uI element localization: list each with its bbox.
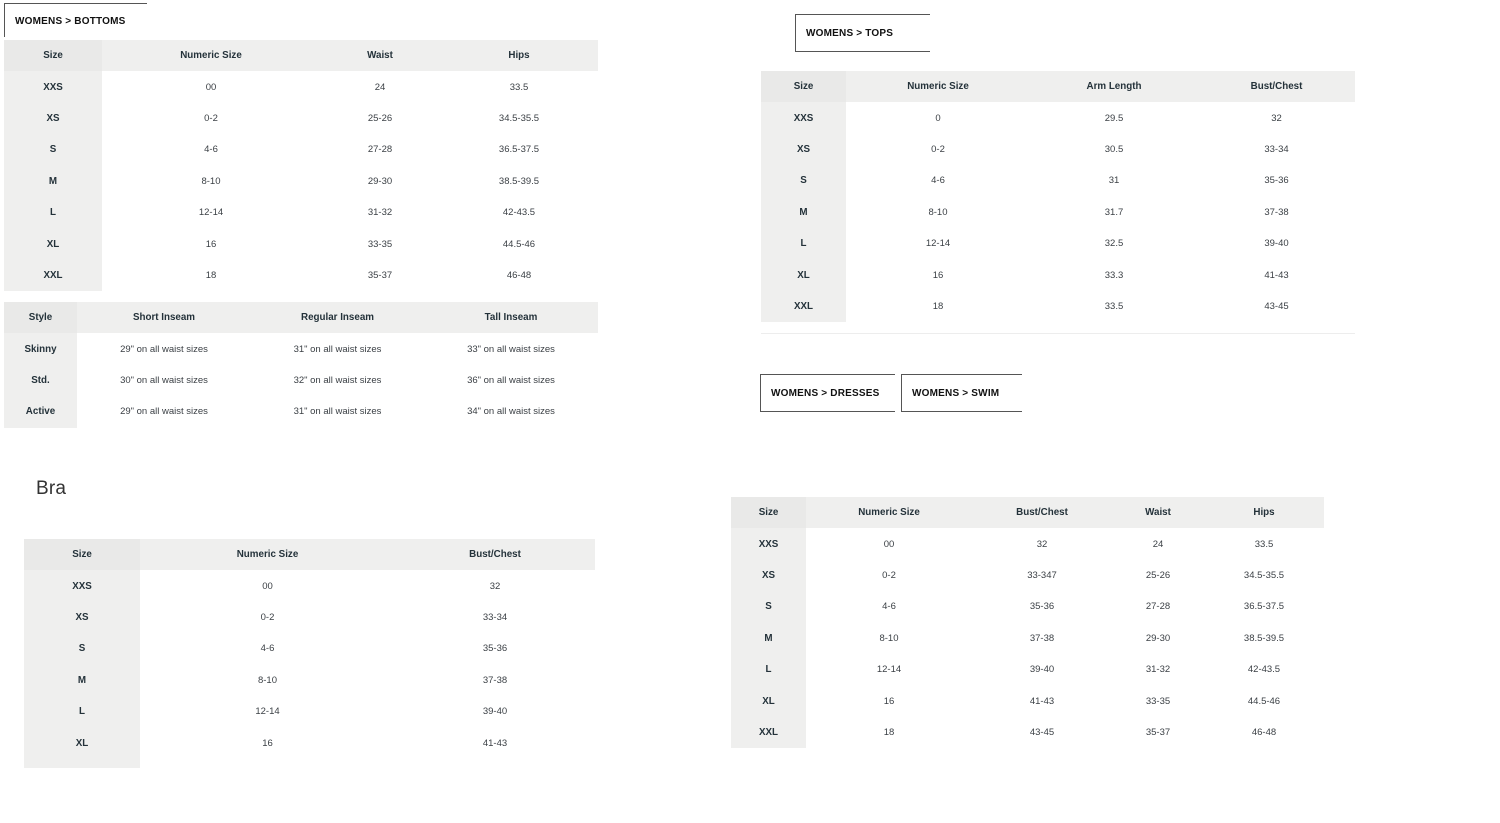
- table-row: [4, 166, 598, 197]
- table-cell: 12-14: [140, 696, 395, 727]
- row-label-cell: XS: [24, 602, 140, 633]
- column-header: Style: [4, 302, 77, 333]
- table-cell: 36.5-37.5: [440, 134, 598, 165]
- row-label-cell: L: [731, 654, 806, 685]
- table-row: [761, 165, 1355, 196]
- tab-womens-tops[interactable]: WOMENS > TOPS: [795, 14, 930, 52]
- table-cell: 12-14: [806, 654, 972, 685]
- table-cell: 0-2: [102, 103, 320, 134]
- table-cell: 0-2: [846, 134, 1030, 165]
- table-cell: 39-40: [1198, 228, 1355, 259]
- table-cell: 33" on all waist sizes: [424, 333, 598, 364]
- table-cell: 33.5: [1030, 291, 1198, 322]
- table-cell: 31-32: [1112, 654, 1204, 685]
- table-row: [731, 560, 1324, 591]
- column-header: Arm Length: [1030, 71, 1198, 102]
- table-cell: 00: [102, 71, 320, 102]
- column-header: Size: [761, 71, 846, 102]
- table-row: [4, 197, 598, 228]
- table-cell: 30.5: [1030, 134, 1198, 165]
- table-cell: 4-6: [140, 633, 395, 664]
- table-header-row: [731, 497, 1324, 528]
- bra-size-table: [24, 539, 595, 759]
- row-label-cell: S: [4, 134, 102, 165]
- table-cell: 32: [395, 570, 595, 601]
- table-cell: 25-26: [320, 103, 440, 134]
- table-row: [24, 602, 595, 633]
- row-label-cell: XL: [24, 727, 140, 758]
- table-cell: 8-10: [102, 166, 320, 197]
- row-label-cell: XS: [731, 560, 806, 591]
- table-row: [731, 623, 1324, 654]
- table-cell: 41-43: [1198, 259, 1355, 290]
- row-label-cell: XL: [4, 228, 102, 259]
- row-label-cell: XXL: [761, 291, 846, 322]
- table-row: [4, 260, 598, 291]
- table-cell: 32.5: [1030, 228, 1198, 259]
- table-cell: 36" on all waist sizes: [424, 365, 598, 396]
- table-cell: 32" on all waist sizes: [251, 365, 424, 396]
- column-header: Bust/Chest: [395, 539, 595, 570]
- column-header: Numeric Size: [806, 497, 972, 528]
- column-header: Hips: [1204, 497, 1324, 528]
- row-label-cell: L: [761, 228, 846, 259]
- table-cell: 29.5: [1030, 102, 1198, 133]
- table-cell: 38.5-39.5: [1204, 623, 1324, 654]
- table-cell: 24: [320, 71, 440, 102]
- table-cell: 29" on all waist sizes: [77, 333, 251, 364]
- table-cell: 41-43: [972, 685, 1112, 716]
- table-cell: 46-48: [440, 260, 598, 291]
- dresses-size-table: [731, 497, 1324, 748]
- table-cell: 24: [1112, 528, 1204, 559]
- bottoms-size-table: [4, 40, 598, 291]
- tab-womens-dresses[interactable]: WOMENS > DRESSES: [760, 374, 895, 412]
- table-cell: 46-48: [1204, 717, 1324, 748]
- table-cell: 31" on all waist sizes: [251, 333, 424, 364]
- table-cell: 33.5: [1204, 528, 1324, 559]
- row-label-cell: M: [24, 665, 140, 696]
- row-label-cell: M: [761, 197, 846, 228]
- column-header: Waist: [320, 40, 440, 71]
- table-row: [731, 685, 1324, 716]
- table-cell: 18: [102, 260, 320, 291]
- table-row: [24, 665, 595, 696]
- row-label-cell: S: [731, 591, 806, 622]
- row-label-cell: XXS: [24, 570, 140, 601]
- column-header: Regular Inseam: [251, 302, 424, 333]
- table-cell: 18: [806, 717, 972, 748]
- table-cell: 32: [1198, 102, 1355, 133]
- table-row: [761, 102, 1355, 133]
- table-cell: 8-10: [846, 197, 1030, 228]
- table-cell: 33-35: [320, 228, 440, 259]
- table-header-row: [4, 302, 598, 333]
- row-label-cell: XS: [4, 103, 102, 134]
- table-cell: 12-14: [846, 228, 1030, 259]
- table-row: [761, 197, 1355, 228]
- table-cell: 35-36: [972, 591, 1112, 622]
- table-cell: 33.3: [1030, 259, 1198, 290]
- table-cell: 4-6: [806, 591, 972, 622]
- column-header: Size: [731, 497, 806, 528]
- table-row: [24, 633, 595, 664]
- table-cell: 0-2: [140, 602, 395, 633]
- column-header: Bust/Chest: [972, 497, 1112, 528]
- row-label-cell: Active: [4, 396, 77, 427]
- bra-section-title: Bra: [36, 478, 67, 499]
- table-cell: 31: [1030, 165, 1198, 196]
- column-header: Short Inseam: [77, 302, 251, 333]
- table-cell: 33-35: [1112, 685, 1204, 716]
- table-cell: 29-30: [1112, 623, 1204, 654]
- column-header: Size: [24, 539, 140, 570]
- column-header: Bust/Chest: [1198, 71, 1355, 102]
- column-header: Hips: [440, 40, 598, 71]
- table-row: [761, 291, 1355, 322]
- table-cell: 27-28: [1112, 591, 1204, 622]
- table-cell: 32: [972, 528, 1112, 559]
- table-cell: 31-32: [320, 197, 440, 228]
- row-label-cell: XXS: [761, 102, 846, 133]
- table-row: [4, 71, 598, 102]
- table-cell: 25-26: [1112, 560, 1204, 591]
- table-row: [4, 134, 598, 165]
- row-label-cell: XL: [761, 259, 846, 290]
- table-cell: 35-37: [320, 260, 440, 291]
- table-row: [731, 528, 1324, 559]
- row-label-cell: M: [4, 166, 102, 197]
- table-cell: 43-45: [1198, 291, 1355, 322]
- table-row: [731, 591, 1324, 622]
- table-cell: 37-38: [972, 623, 1112, 654]
- table-cell: 8-10: [806, 623, 972, 654]
- table-cell: 36.5-37.5: [1204, 591, 1324, 622]
- table-cell: 44.5-46: [1204, 685, 1324, 716]
- column-header: Numeric Size: [846, 71, 1030, 102]
- table-cell: 29-30: [320, 166, 440, 197]
- row-label-cell: Std.: [4, 365, 77, 396]
- table-cell: 35-36: [395, 633, 595, 664]
- table-cell: 4-6: [102, 134, 320, 165]
- table-cell: 35-36: [1198, 165, 1355, 196]
- row-label-cell: Skinny: [4, 333, 77, 364]
- table-row: [731, 717, 1324, 748]
- inseam-table: [4, 302, 598, 428]
- row-label-cell: S: [761, 165, 846, 196]
- table-row: [761, 134, 1355, 165]
- table-cell: 34" on all waist sizes: [424, 396, 598, 427]
- table-cell: 33-347: [972, 560, 1112, 591]
- table-cell: 37-38: [1198, 197, 1355, 228]
- table-cell: 42-43.5: [1204, 654, 1324, 685]
- table-cell: 4-6: [846, 165, 1030, 196]
- table-row: [24, 570, 595, 601]
- bra-bottom-cell: [24, 759, 140, 768]
- row-label-cell: M: [731, 623, 806, 654]
- table-cell: 30" on all waist sizes: [77, 365, 251, 396]
- table-row: [4, 396, 598, 427]
- table-cell: 16: [846, 259, 1030, 290]
- table-row: [731, 654, 1324, 685]
- table-cell: 34.5-35.5: [1204, 560, 1324, 591]
- table-cell: 34.5-35.5: [440, 103, 598, 134]
- table-cell: 0: [846, 102, 1030, 133]
- table-cell: 33-34: [395, 602, 595, 633]
- tab-womens-bottoms[interactable]: WOMENS > BOTTOMS: [4, 3, 147, 37]
- table-cell: 39-40: [972, 654, 1112, 685]
- table-cell: 33.5: [440, 71, 598, 102]
- row-label-cell: XXL: [731, 717, 806, 748]
- row-label-cell: XXS: [731, 528, 806, 559]
- row-label-cell: L: [4, 197, 102, 228]
- table-cell: 35-37: [1112, 717, 1204, 748]
- row-label-cell: S: [24, 633, 140, 664]
- row-label-cell: L: [24, 696, 140, 727]
- table-row: [4, 333, 598, 364]
- table-cell: 00: [140, 570, 395, 601]
- table-row: [24, 727, 595, 758]
- row-label-cell: XS: [761, 134, 846, 165]
- table-cell: 16: [102, 228, 320, 259]
- table-cell: 43-45: [972, 717, 1112, 748]
- row-label-cell: XXS: [4, 71, 102, 102]
- column-header: Numeric Size: [140, 539, 395, 570]
- table-cell: 38.5-39.5: [440, 166, 598, 197]
- divider: [761, 333, 1355, 334]
- tops-size-table: [761, 71, 1355, 322]
- table-cell: 31.7: [1030, 197, 1198, 228]
- table-header-row: [4, 40, 598, 71]
- table-row: [4, 228, 598, 259]
- table-cell: 0-2: [806, 560, 972, 591]
- table-cell: 18: [846, 291, 1030, 322]
- table-header-row: [761, 71, 1355, 102]
- table-cell: 27-28: [320, 134, 440, 165]
- tab-womens-swim[interactable]: WOMENS > SWIM: [901, 374, 1022, 412]
- table-cell: 42-43.5: [440, 197, 598, 228]
- column-header: Tall Inseam: [424, 302, 598, 333]
- table-cell: 37-38: [395, 665, 595, 696]
- table-row: [761, 259, 1355, 290]
- table-cell: 41-43: [395, 727, 595, 758]
- column-header: Waist: [1112, 497, 1204, 528]
- table-cell: 00: [806, 528, 972, 559]
- table-cell: 12-14: [102, 197, 320, 228]
- table-cell: 16: [140, 727, 395, 758]
- table-cell: 31" on all waist sizes: [251, 396, 424, 427]
- column-header: Size: [4, 40, 102, 71]
- table-row: [761, 228, 1355, 259]
- table-cell: 8-10: [140, 665, 395, 696]
- row-label-cell: XL: [731, 685, 806, 716]
- table-cell: 39-40: [395, 696, 595, 727]
- table-cell: 16: [806, 685, 972, 716]
- row-label-cell: XXL: [4, 260, 102, 291]
- column-header: Numeric Size: [102, 40, 320, 71]
- table-cell: 44.5-46: [440, 228, 598, 259]
- table-row: [4, 365, 598, 396]
- table-cell: 33-34: [1198, 134, 1355, 165]
- table-row: [4, 103, 598, 134]
- table-cell: 29" on all waist sizes: [77, 396, 251, 427]
- table-row: [24, 696, 595, 727]
- table-header-row: [24, 539, 595, 570]
